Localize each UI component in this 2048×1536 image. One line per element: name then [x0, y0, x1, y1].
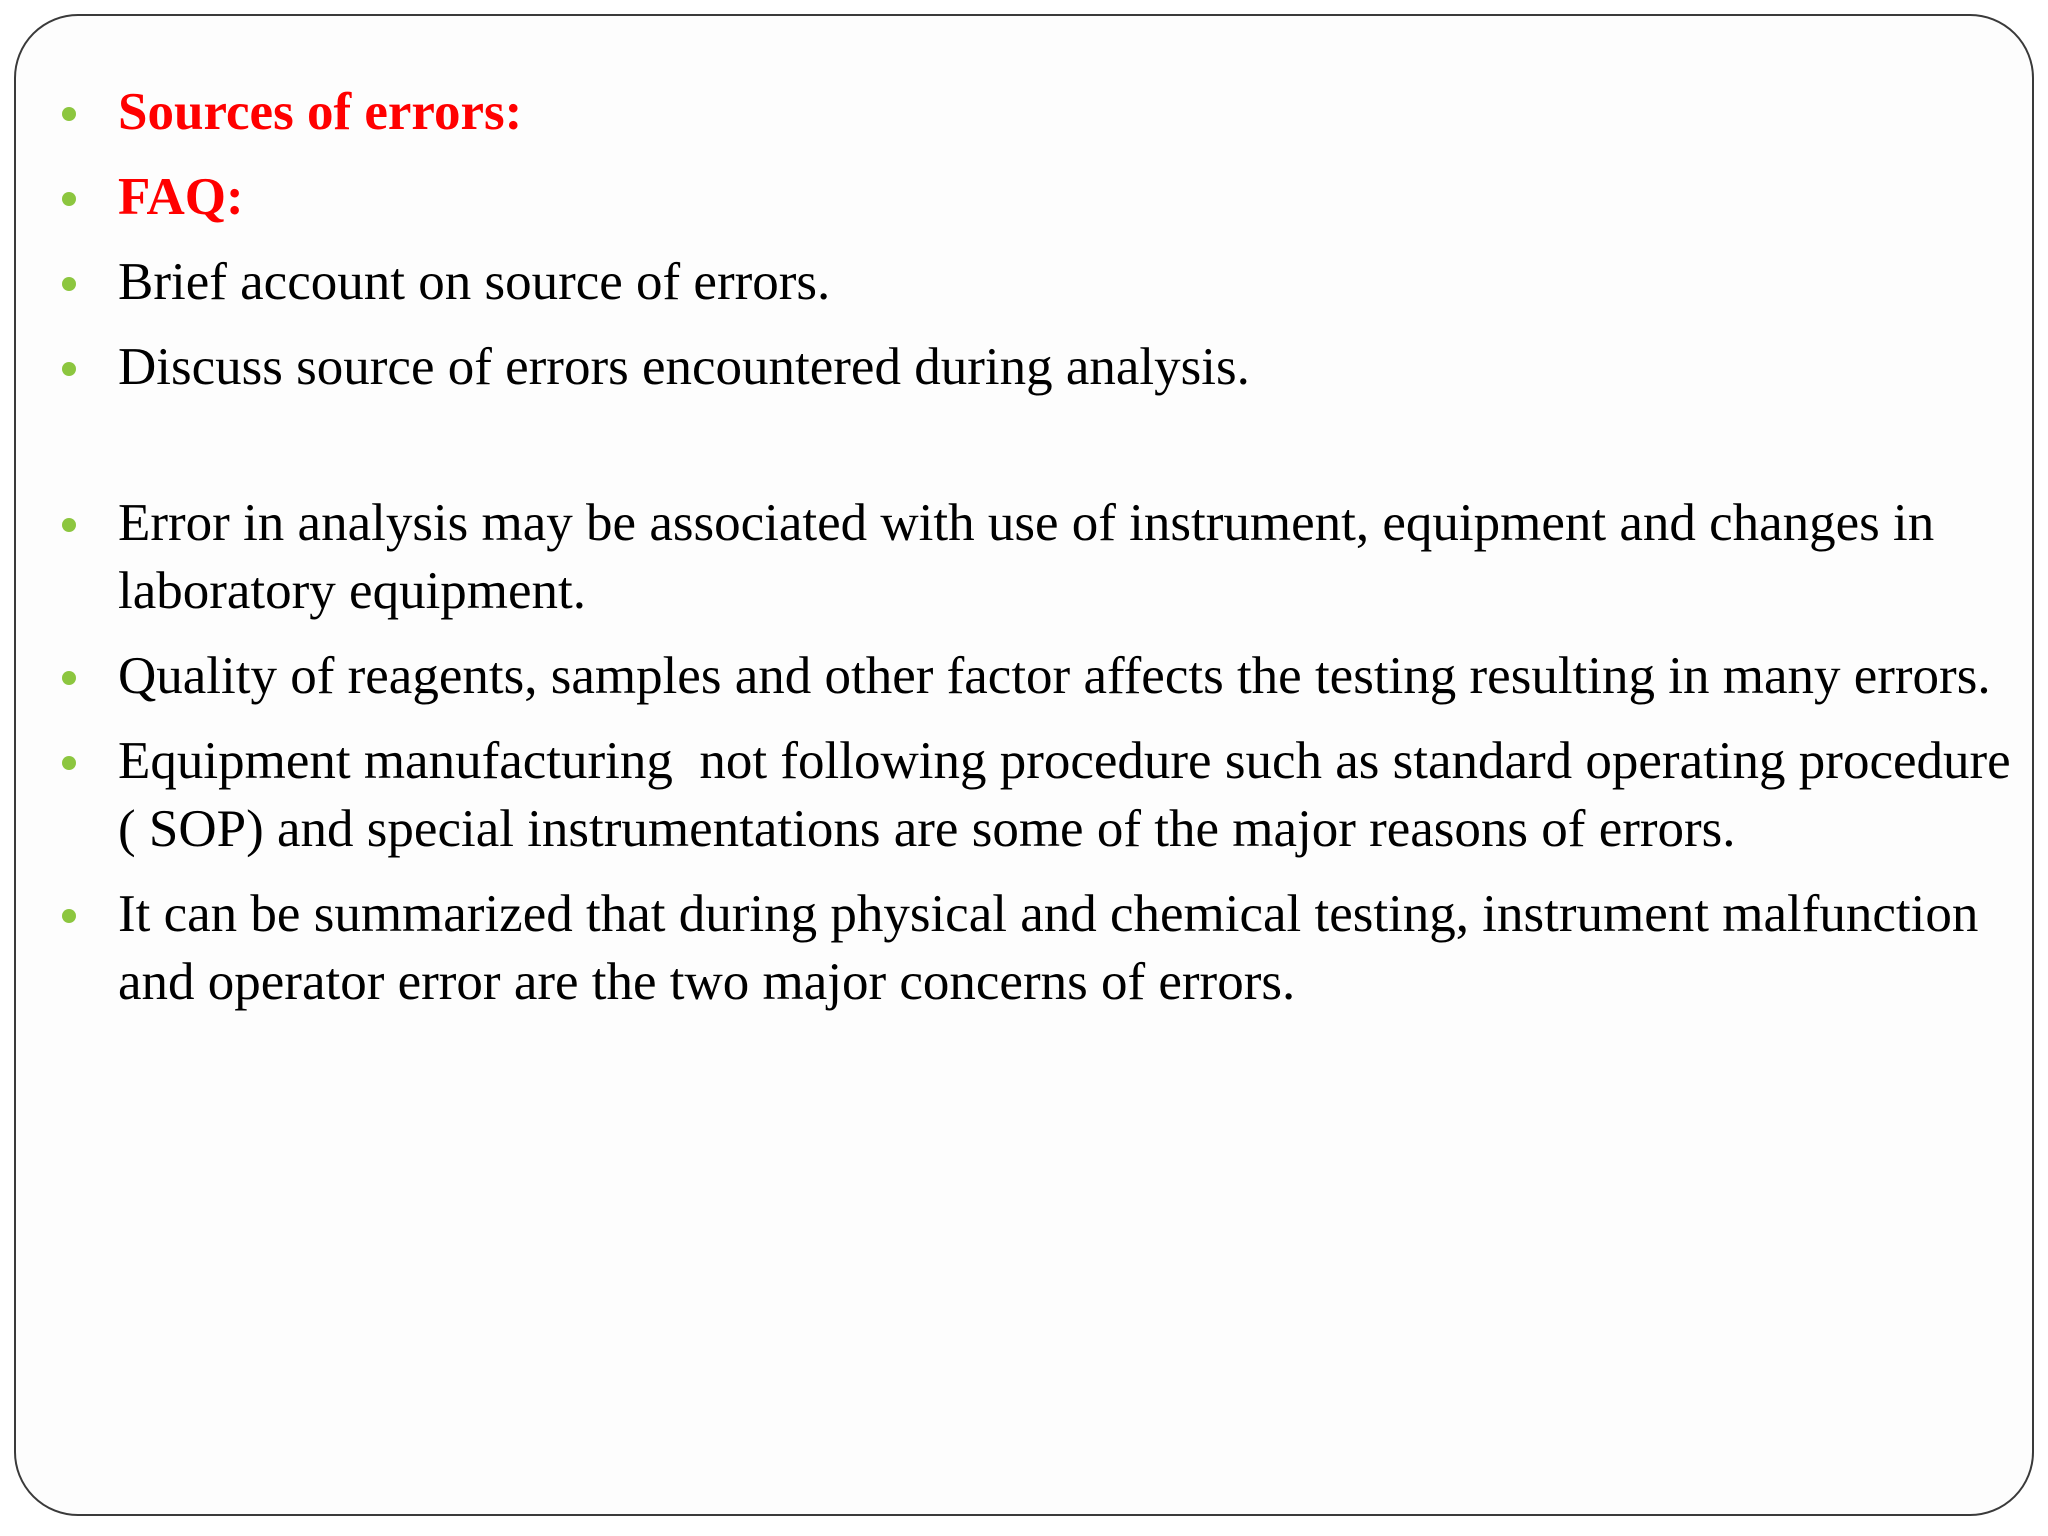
bullet-question-brief-account [16, 248, 2034, 316]
bullet-dot-icon [62, 756, 76, 770]
bullet-dot-icon [62, 192, 76, 206]
bullet-text: Equipment manufacturing not following procedure such as standard operating procedure ( SOP) and special instrumentations are some of the major reasons of errors. [118, 732, 2024, 858]
bullet-text: FAQ: [118, 168, 244, 226]
bullet-faq-heading [16, 163, 2034, 231]
bullet-text: Discuss source of errors encountered during analysis. [118, 338, 1250, 396]
bullet-text: Error in analysis may be associated with use of instrument, equipment and changes in laboratory equipment. [118, 494, 1948, 620]
bullet-text: Brief account on source of errors. [118, 253, 831, 311]
bullet-text: Sources of errors: [118, 83, 523, 141]
bullet-dot-icon [62, 518, 76, 532]
bullet-error-in-analysis [16, 489, 2034, 625]
bullet-dot-icon [62, 671, 76, 685]
bullet-sources-of-errors-heading [16, 78, 2034, 146]
bullet-dot-icon [62, 909, 76, 923]
bullet-dot-icon [62, 277, 76, 291]
bullet-question-discuss [16, 333, 2034, 401]
bullet-dot-icon [62, 107, 76, 121]
bullet-quality-of-reagents [16, 642, 2034, 710]
bullet-dot-icon [62, 362, 76, 376]
bullet-text: It can be summarized that during physical and chemical testing, instrument malfunction and operator error are the two major concerns of errors. [118, 885, 1992, 1011]
bullet-equipment-manufacturing [16, 727, 2034, 863]
slide-frame [14, 14, 2034, 1516]
bullet-text: Quality of reagents, samples and other factor affects the testing resulting in many errors. [118, 647, 1991, 705]
bullet-summary [16, 880, 2034, 1016]
bullet-list [16, 78, 2034, 1033]
